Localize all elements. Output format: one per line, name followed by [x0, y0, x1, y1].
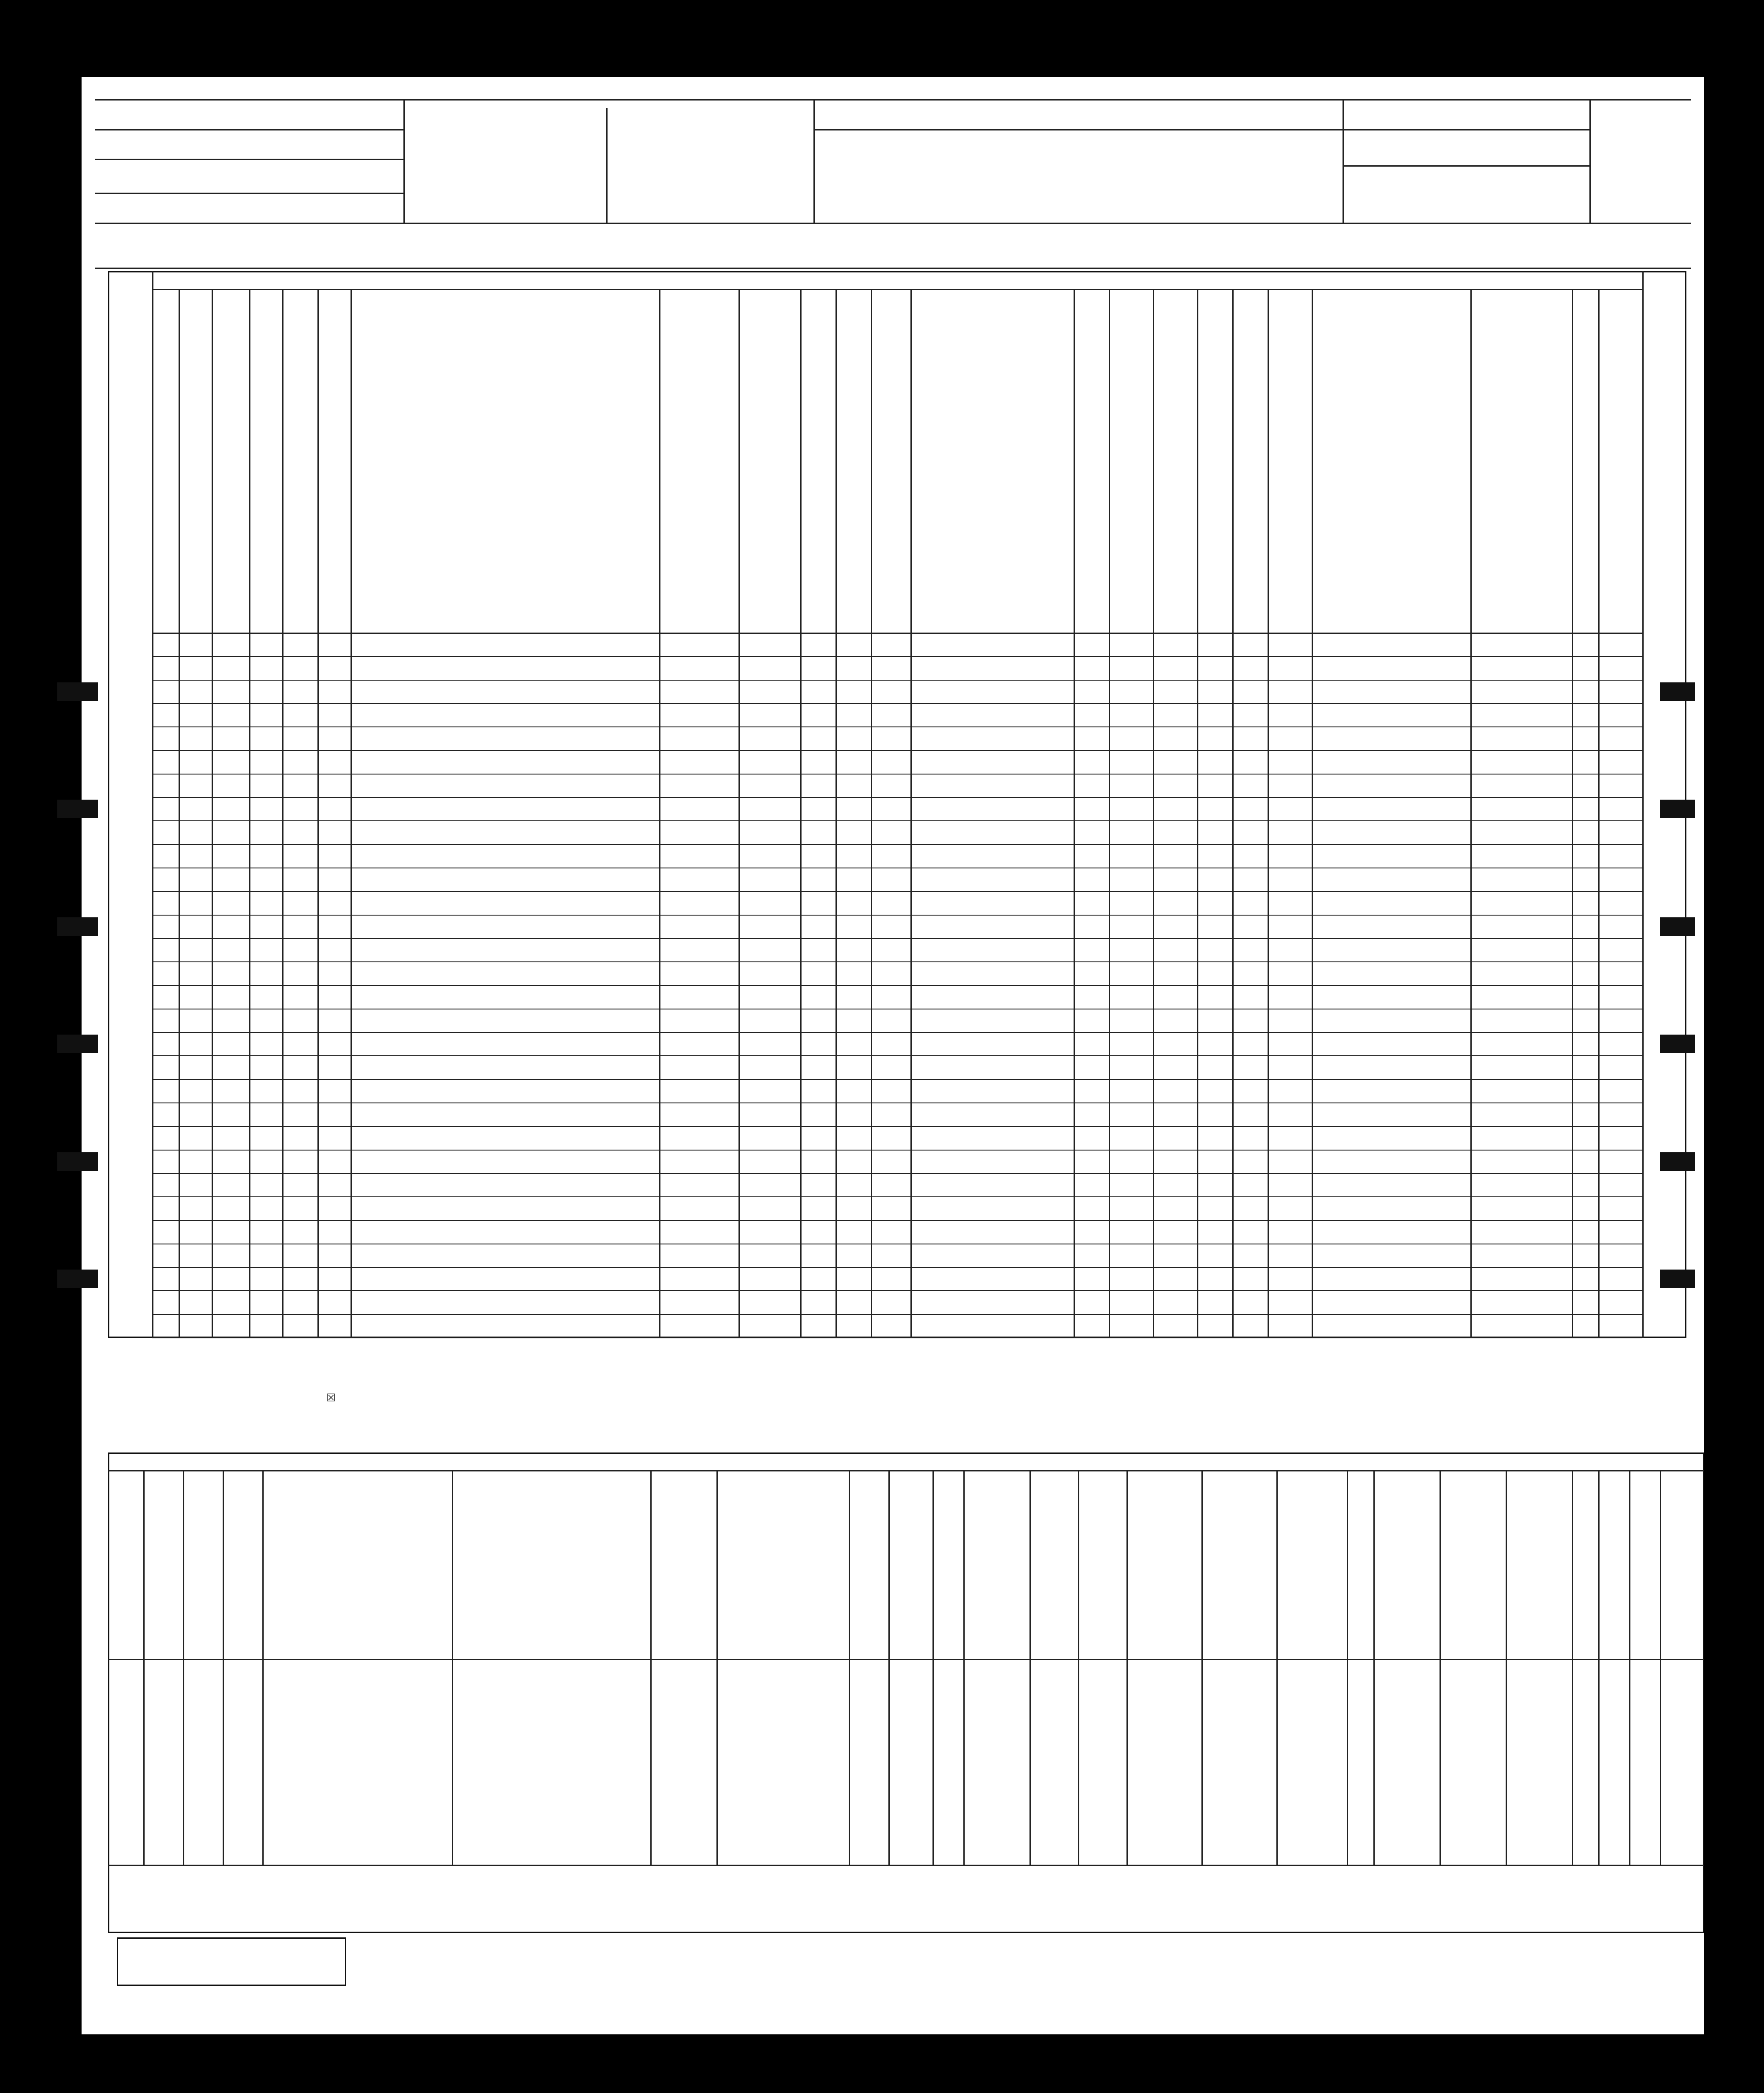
census-sheet [82, 77, 1704, 2034]
ask-questions-mark [1660, 682, 1695, 701]
ask-questions-mark [1660, 1270, 1695, 1288]
sample-line-mark [57, 1270, 98, 1288]
population-table [108, 271, 1686, 1338]
ask-questions-mark [1660, 1035, 1695, 1053]
sample-line-mark [57, 917, 98, 936]
sample-table [108, 1452, 1704, 1933]
sample-line-mark [57, 1035, 98, 1053]
sample-line-mark [57, 800, 98, 818]
ask-questions-mark [1660, 800, 1695, 818]
district-office-box [117, 1937, 346, 1986]
ask-questions-mark [1660, 917, 1695, 936]
sample-line-mark [57, 682, 98, 701]
household-continued-box[interactable]: ☒ [326, 1392, 336, 1404]
ask-questions-mark [1660, 1152, 1695, 1171]
sample-line-mark [57, 1152, 98, 1171]
